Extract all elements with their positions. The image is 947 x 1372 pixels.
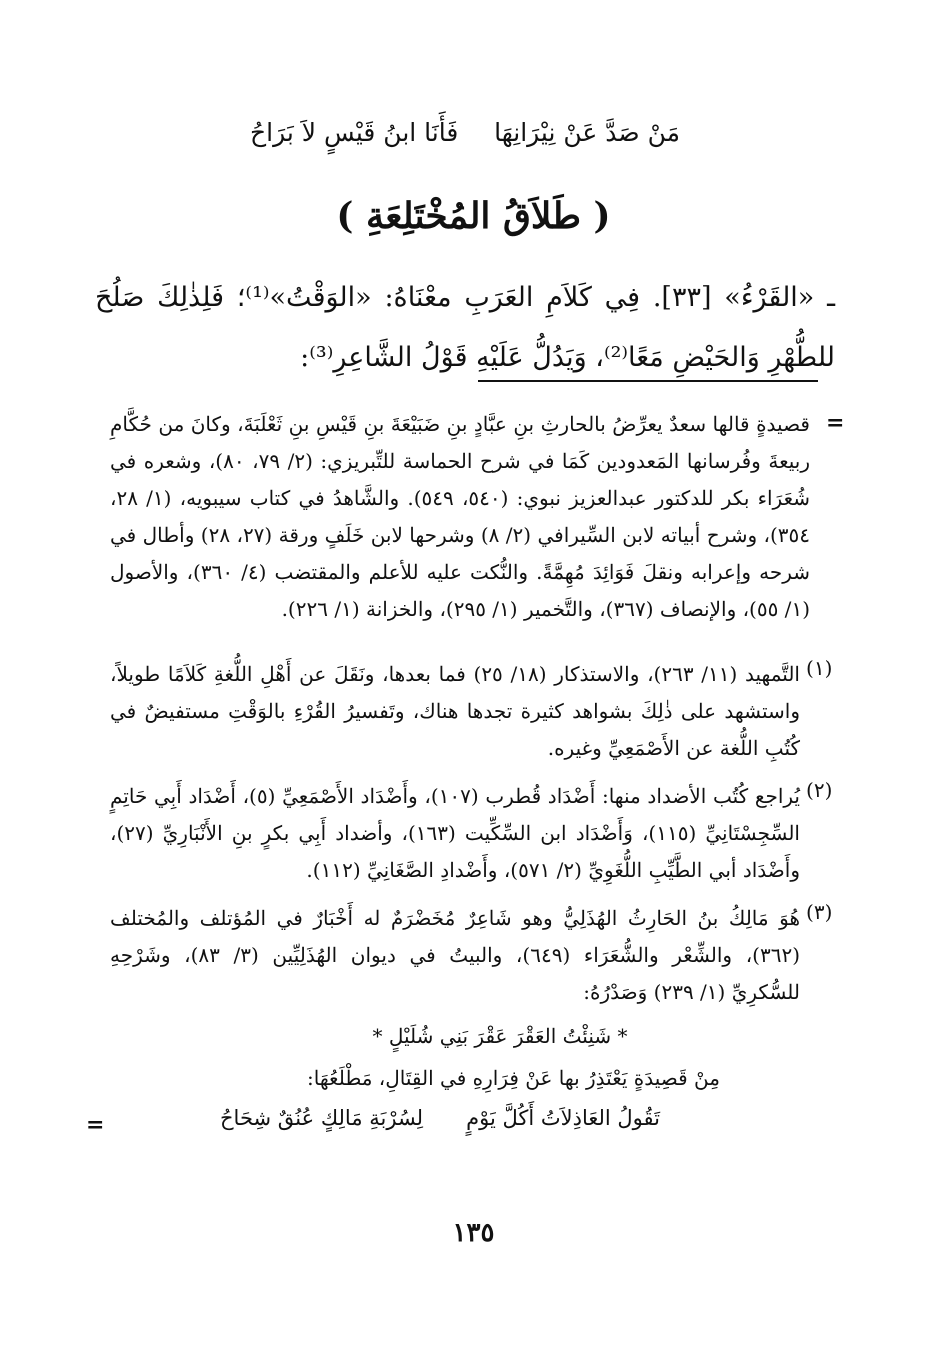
footnote-continuation: قصيدةٍ قالها سعدٌ يعرِّضُ بالحارثِ بنِ عبَّادٍ بنِ ضَبَيْعَةَ بنِ قَيْسِ بنِ ثَعْلَبَةَ، وكانَ من حُكَّامِ ربيعةَ وفُرسانها المَعدودين كَمَا في شرح الحماسة للتِّبريزي: (٢/ ٧٩، ٨٠)، وشعره في شُعَرَاء بكر للدكتور عبدالعزيز نبوي: (٥٤٠، ٥٤٩). والشَّاهدُ في كتاب سيبويه، (١/ ٢٨، ٣٥٤)، وشرح أبياته لابن السِّيرافي (٢/ ٨) وشرحها لابن خَلَفٍ ورقة (٢٧، ٢٨) وأطال في شرحه وإعرابه ونقلَ فَوَائِدَ مُهِمَّةً. والنُّكت عليه للأعلم والمقتضب (٤/ ٣٦٠)، والأصول (١/ ٥٥)، والإنصاف (٣٦٧)، والتَّخمير (١/ ٢٩٥)، والخزانة (١/ ٢٢٦). [110,412,810,621]
footnote-number-3: (٣) [806,900,833,924]
footnote-2: يُراجع كُتُب الأضداد منها: أَضْدَاد قُطرب (١٠٧)، وأَضْدَاد الأَصْمَعِيِّ (٥)، أَضْدَاد أَبِي حَاتِمٍ السِّجِسْتَانِيِّ (١١٥)، وَأَضْدَاد ابن السِّكِّيت (١٦٣)، وأضداد أَبِي بكرٍ بنِ الأَنْبَارِيِّ (٢٧)، وأَضْدَاد أبي الطَّيِّبِ اللُّغَوِيِّ (٢/ ٥٧١)، وأَضْدادِ الصَّغَانِيِّ (١١٢). [110,784,800,882]
verse-right-hemistich: مَنْ صَدَّ عَنْ نِيْرَانِهَا [494,118,680,147]
continuation-mark-bottom: = [86,1112,105,1138]
quoted-hemistich: * شَنِئْتُ العَقْرَ عَقْرَ بَنِي شُلَيْلٍ * [372,1024,628,1048]
verse-left-hemistich: لِسُرْبَةِ مَالِكٍ عُنُقٌ شِحَاحُ [220,1106,424,1130]
verse-right-hemistich: تَقُولُ العَاذِلاَتُ أَكُلَّ يَوْمٍ [466,1106,660,1130]
poem-verse-top [250,118,680,147]
chapter-title: ( طَلاَقُ المُخْتَلِعَةِ ) [336,195,611,237]
footnote-number-1: (١) [806,656,833,680]
footnote-number-2: (٢) [806,778,833,802]
footnote-1: التَّمهيد (١١/ ٢٦٣)، والاستذكار (١٨/ ٢٥) فما بعدها، ونَقَلَ عن أَهْلِ اللُّغةِ كَلاَمًا طويلاً، واستشهد على ذٰلِكَ بشواهد كثيرة تجدها هناك، وتَفسيرُ القُرْءِ بالوَقْتِ مستفيضٌ في كُتُبِ اللُّغة عن الأَصْمَعِيِّ وغيره. [110,662,800,760]
page-number: ١٣٥ [452,1218,495,1248]
continuation-mark-top: = [826,410,845,436]
footnote-3: هُوَ مَالِكُ بنُ الحَارِثُ الهُذَلِيُّ وهو شَاعِرٌ مُخَضْرَمٌ له أَخْبَارٌ في المُؤتلف والمُختلف (٣٦٢)، والشِّعْر والشُّعَرَاء (٦٤٩)، والبيتُ في ديوان الهُذَلِيِّين (٣/ ٨٣)، وشَرْحِهِ للسُّكرِيِّ (١/ ٢٣٩) وَصَدْرُهُ: [110,906,801,1004]
poem-intro-line: مِنْ قَصِيدَةٍ يَعْتَذِرُ بها عَنْ فِرَارِهِ في القِتَالِ، مَطْلَعُهَا: [307,1066,720,1090]
verse-left-hemistich: فَأَنَا ابنُ قَيْسٍ لاَ بَرَاحُ [250,118,459,147]
main-paragraph: ـ «القَرْءُ» [٣٣]. فِي كَلاَمِ العَرَبِ معْنَاهُ: «الوَقْتُ»⁽¹⁾؛ فَلِذٰلِكَ صَلُحَ للطُّهْرِ وَالحَيْضِ مَعًا⁽²⁾، وَيَدُلُّ عَلَيْهِ قَوْلُ الشَّاعِرِ⁽³⁾: [95,282,836,373]
poem-verse-bottom [220,1106,660,1130]
footnote-separator [478,380,818,382]
